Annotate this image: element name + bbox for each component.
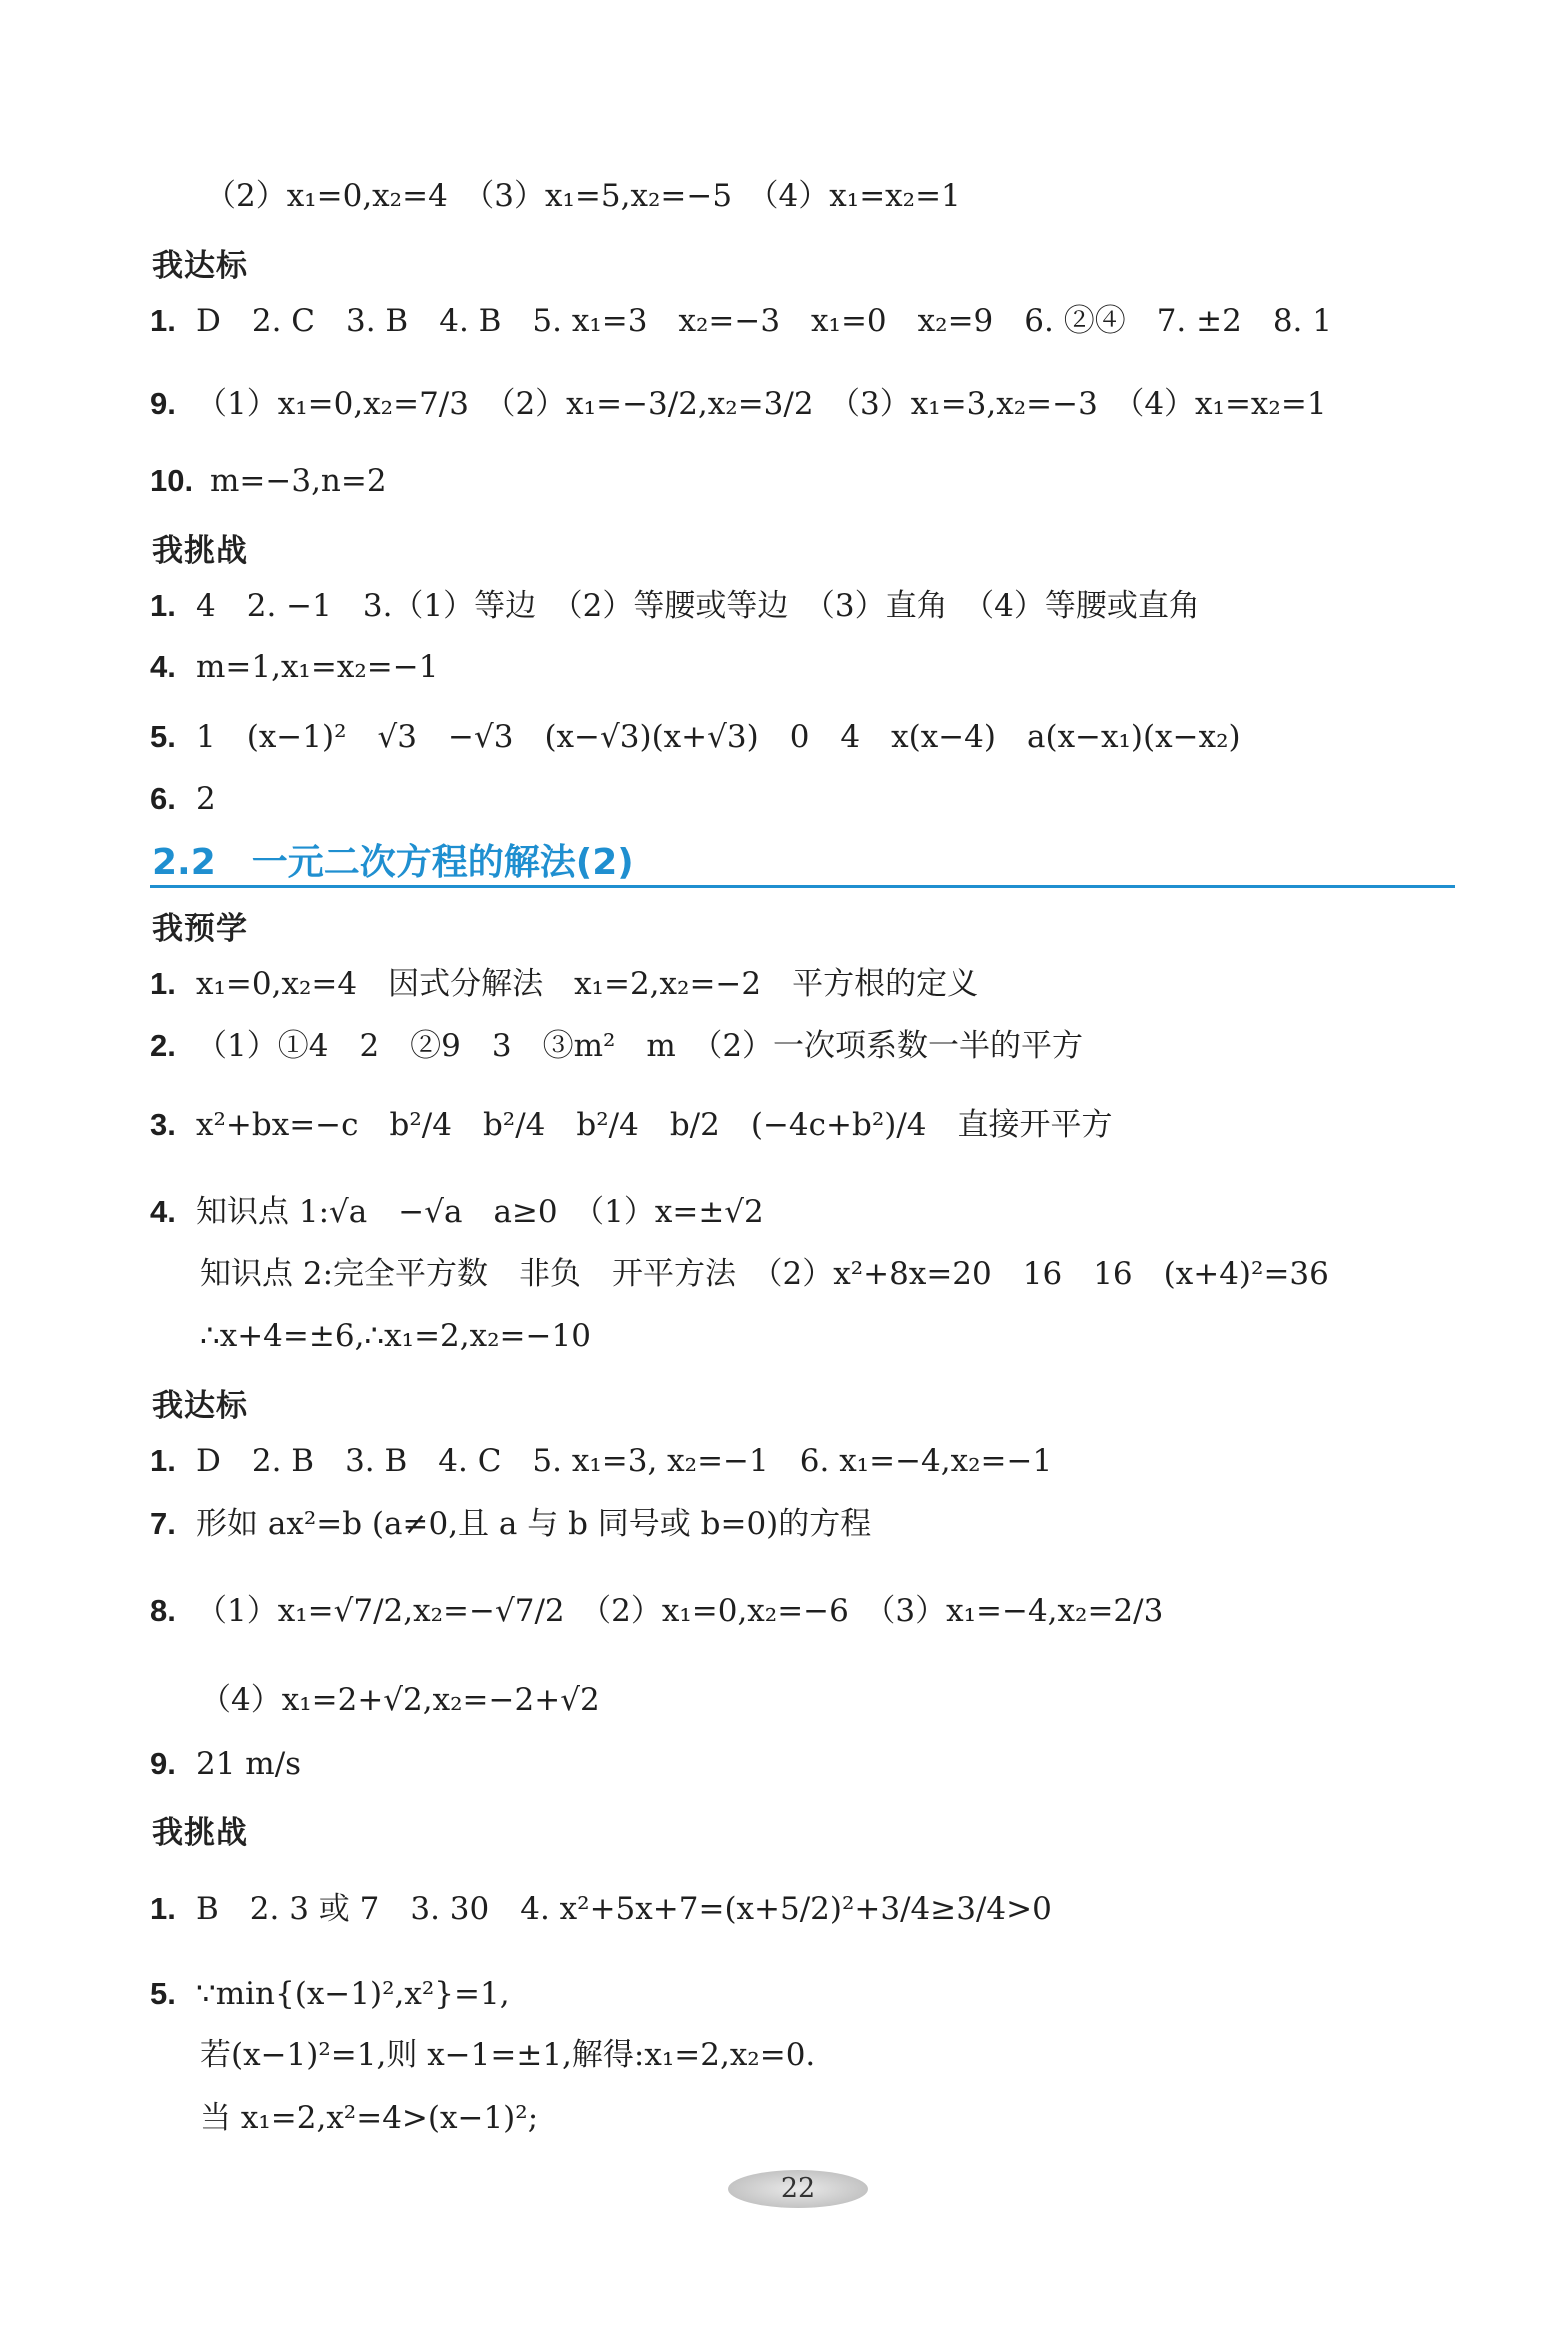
item-number: 4.	[150, 1194, 176, 1229]
answer-continuation: ∴x+4=±6,∴x₁=2,x₂=−10	[200, 1318, 591, 1354]
item-text: ∵min{(x−1)²,x²}=1,	[196, 1976, 510, 2012]
answer-line	[150, 1592, 1484, 1630]
answer-line	[150, 965, 1484, 1003]
answer-line	[150, 1890, 1484, 1928]
item-number: 5.	[150, 1976, 176, 2011]
answer-line	[150, 1442, 1484, 1480]
answer-line	[150, 718, 1484, 756]
item-text: 2	[196, 781, 216, 817]
item-number: 1.	[150, 1891, 176, 1926]
item-text: D 2. B 3. B 4. C 5. x₁=3, x₂=−1 6. x₁=−4,x₂=−1	[196, 1443, 1053, 1479]
answer-continuation: （4）x₁=2+√2,x₂=−2+√2	[200, 1682, 600, 1718]
heading-reach-standard-2: 我达标	[152, 1388, 248, 1424]
item-number: 9.	[150, 1746, 176, 1781]
section-divider	[150, 885, 1455, 888]
item-text: （1）x₁=√7/2,x₂=−√7/2 （2）x₁=0,x₂=−6 （3）x₁=−4,x₂=2/3	[196, 1593, 1164, 1629]
item-text: （1）①4 2 ②9 3 ③m² m （2）一次项系数一半的平方	[196, 1028, 1084, 1064]
item-number: 3.	[150, 1107, 176, 1142]
item-number: 2.	[150, 1028, 176, 1063]
answer-line	[150, 780, 1484, 818]
answer-line	[150, 1106, 1484, 1144]
item-number: 7.	[150, 1506, 176, 1541]
item-number: 5.	[150, 719, 176, 754]
heading-preview: 我预学	[152, 911, 248, 947]
answer-line	[150, 1505, 1484, 1543]
item-number: 10.	[150, 463, 194, 498]
item-number: 1.	[150, 966, 176, 1001]
item-text: m=1,x₁=x₂=−1	[196, 649, 439, 685]
item-number: 6.	[150, 781, 176, 816]
answer-line	[150, 1027, 1484, 1065]
item-text: D 2. C 3. B 4. B 5. x₁=3 x₂=−3 x₁=0 x₂=9 6. ②④ 7. ±2 8. 1	[196, 303, 1332, 339]
answer-continuation: 若(x−1)²=1,则 x−1=±1,解得:x₁=2,x₂=0.	[200, 2037, 816, 2073]
section-title: 2.2 一元二次方程的解法(2)	[152, 842, 634, 883]
prev-answer-line: （2）x₁=0,x₂=4 （3）x₁=5,x₂=−5 （4）x₁=x₂=1	[205, 178, 961, 214]
item-number: 1.	[150, 303, 176, 338]
item-text: 形如 ax²=b (a≠0,且 a 与 b 同号或 b=0)的方程	[196, 1506, 872, 1542]
item-number: 4.	[150, 649, 176, 684]
heading-challenge-2: 我挑战	[152, 1815, 248, 1851]
heading-reach-standard-1: 我达标	[152, 248, 248, 284]
item-number: 1.	[150, 588, 176, 623]
item-text: 21 m/s	[196, 1746, 302, 1782]
answer-line	[150, 1193, 1484, 1231]
item-text: 知识点 1:√a −√a a≥0 （1）x=±√2	[196, 1194, 764, 1230]
answer-continuation: 当 x₁=2,x²=4>(x−1)²;	[200, 2100, 539, 2136]
answer-line	[150, 462, 1484, 500]
heading-challenge-1: 我挑战	[152, 533, 248, 569]
answer-line	[150, 1745, 1484, 1783]
answer-line	[150, 587, 1484, 625]
item-text: x²+bx=−c b²/4 b²/4 b²/4 b/2 (−4c+b²)/4 直接开平方	[196, 1107, 1113, 1143]
answer-line	[150, 385, 1484, 423]
answer-line	[150, 648, 1484, 686]
item-text: 1 (x−1)² √3 −√3 (x−√3)(x+√3) 0 4 x(x−4) a(x−x₁)(x−x₂)	[196, 719, 1241, 755]
item-text: 4 2. −1 3.（1）等边 （2）等腰或等边 （3）直角 （4）等腰或直角	[196, 588, 1200, 624]
item-text: m=−3,n=2	[210, 463, 387, 499]
item-number: 8.	[150, 1593, 176, 1628]
page-number: 22	[728, 2170, 868, 2208]
item-number: 9.	[150, 386, 176, 421]
answer-line	[150, 1975, 1484, 2013]
item-text: （1）x₁=0,x₂=7/3 （2）x₁=−3/2,x₂=3/2 （3）x₁=3,x₂=−3 （4）x₁=x₂=1	[196, 386, 1327, 422]
item-text: x₁=0,x₂=4 因式分解法 x₁=2,x₂=−2 平方根的定义	[196, 966, 979, 1002]
answer-line	[150, 302, 1484, 340]
item-number: 1.	[150, 1443, 176, 1478]
answer-continuation: 知识点 2:完全平方数 非负 开平方法 （2）x²+8x=20 16 16 (x+4)²=36	[200, 1256, 1329, 1292]
item-text: B 2. 3 或 7 3. 30 4. x²+5x+7=(x+5/2)²+3/4≥3/4>0	[196, 1891, 1052, 1927]
